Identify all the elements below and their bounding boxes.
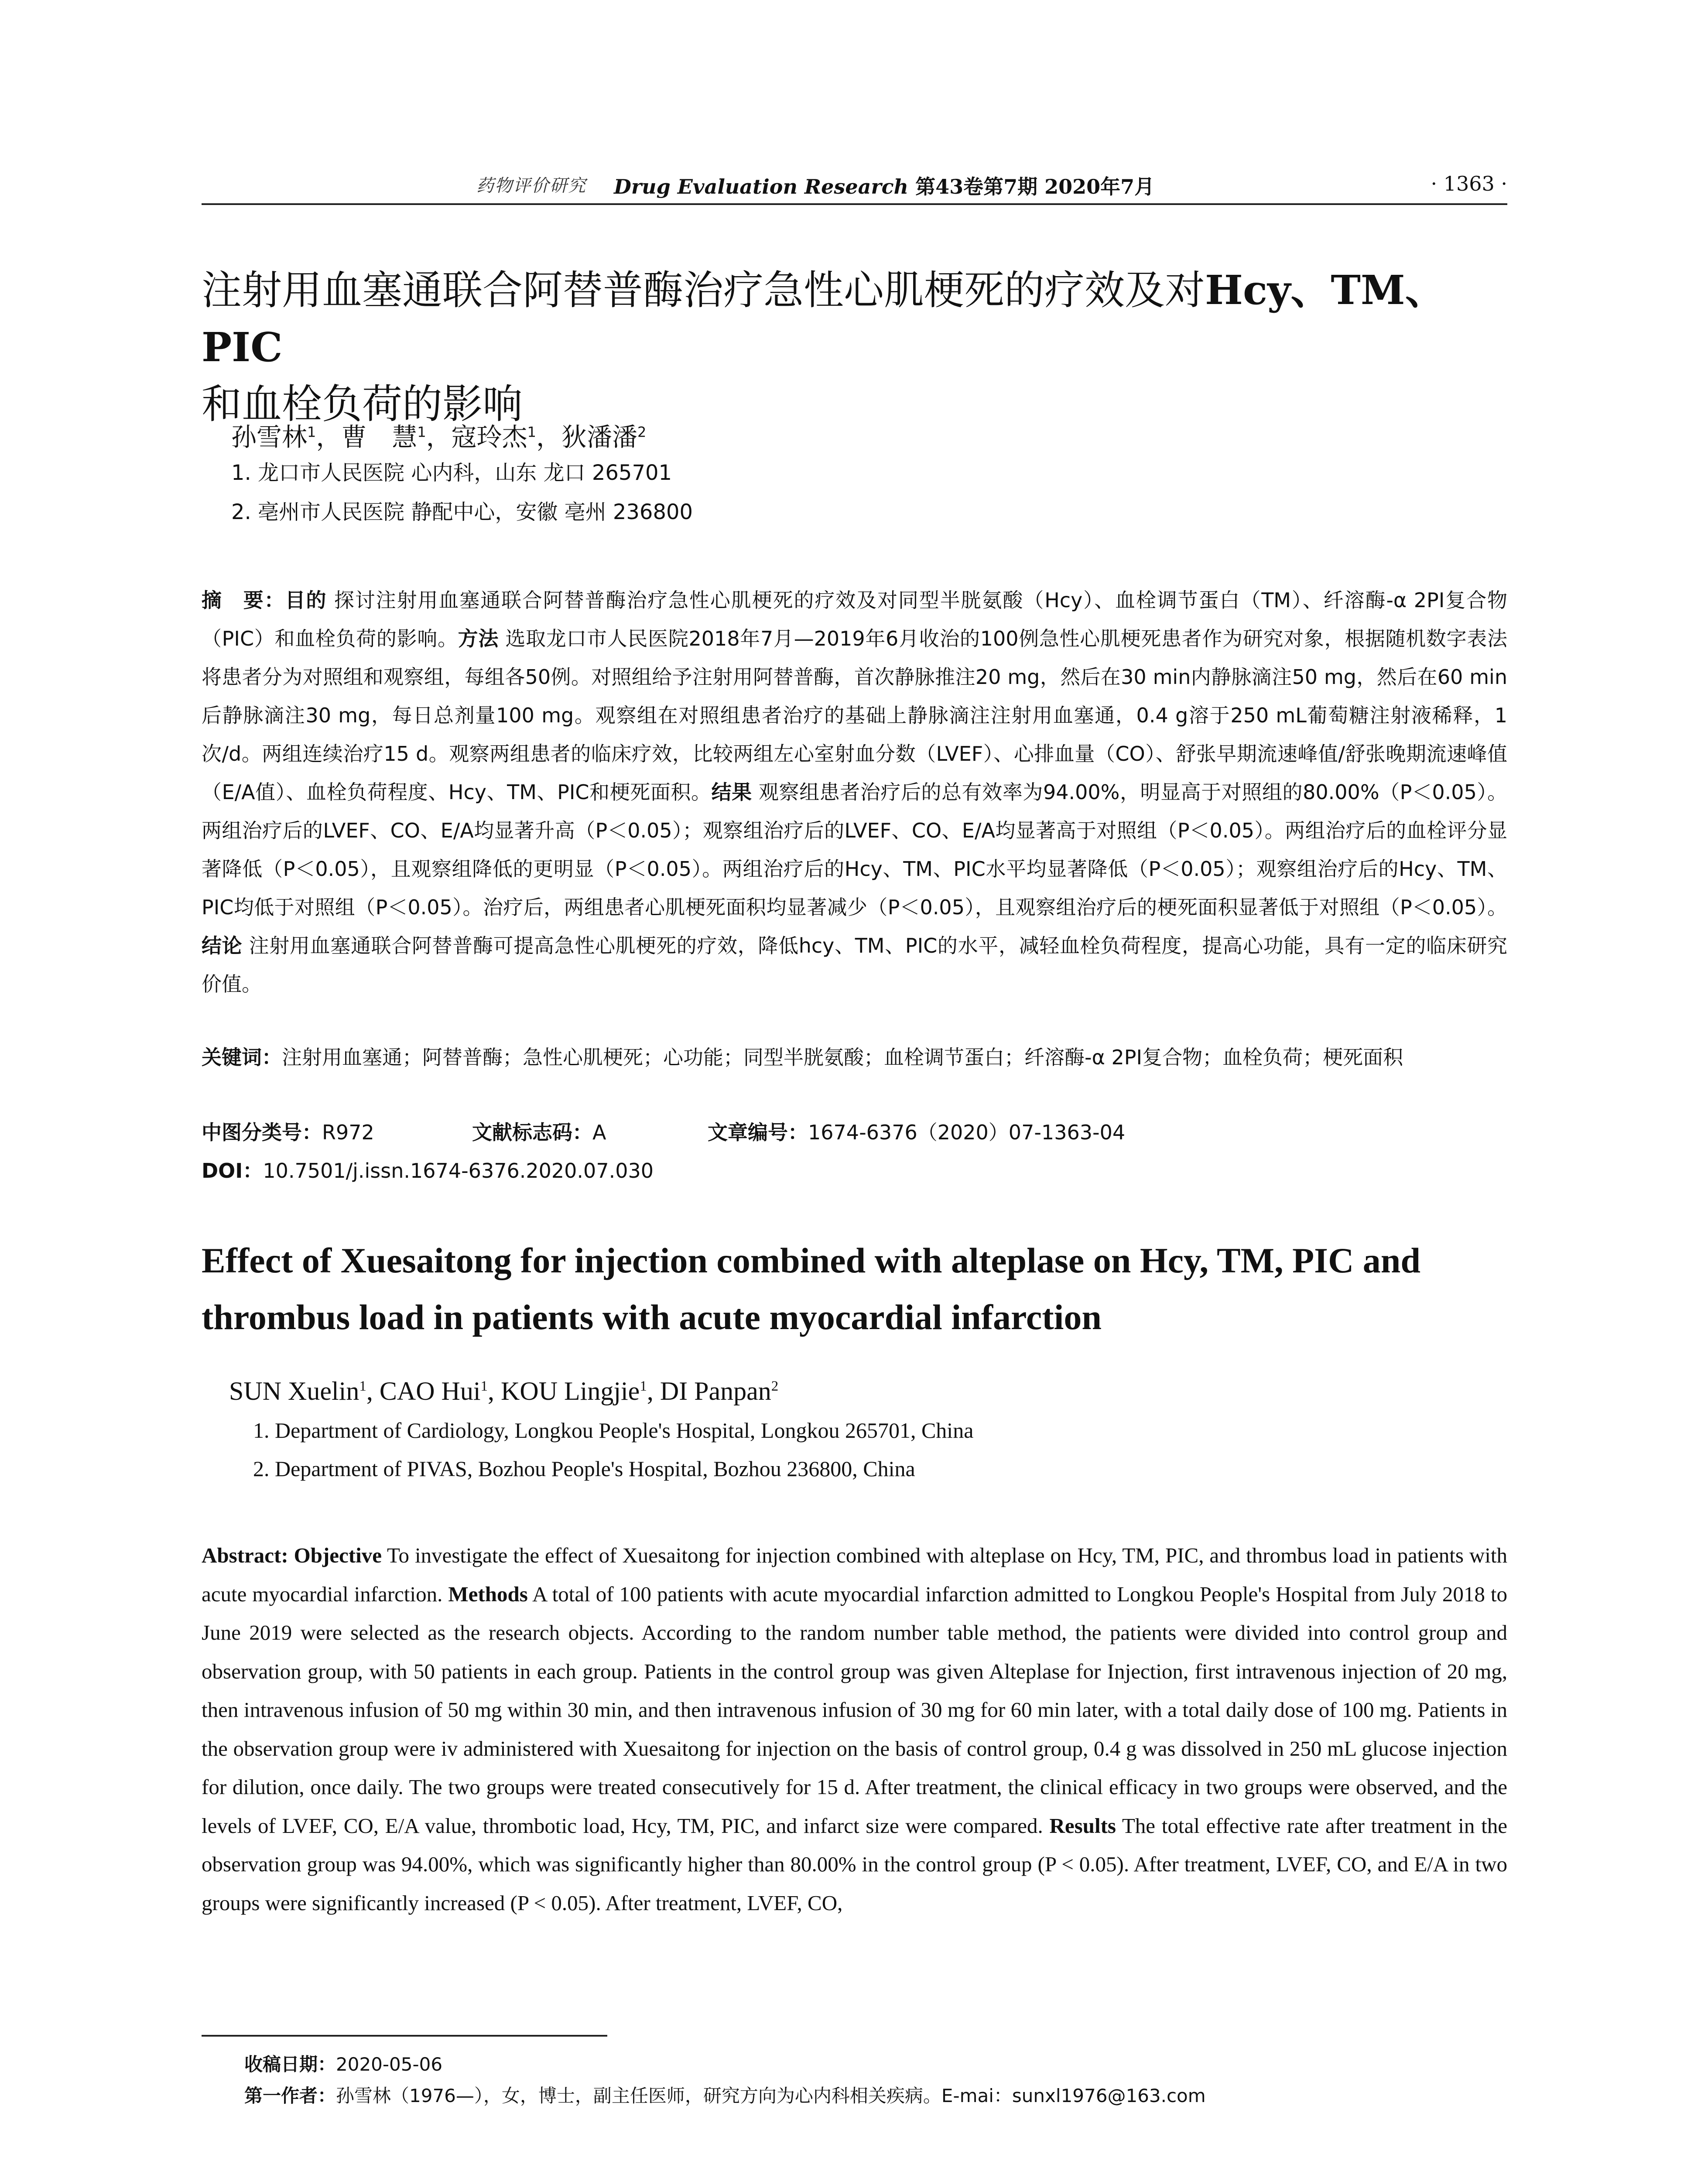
doi-link[interactable]: 10.7501/j.issn.1674-6376.2020.07.030 (263, 1159, 654, 1183)
objective-text: 探讨注射用血塞通联合阿替普酶治疗急性心肌梗死的疗效及对同型半胱氨酸（Hcy）、血栓调节蛋白（TM）、纤溶酶-α 2PI复合物（PIC）和血栓负荷的影响。 (202, 588, 1508, 650)
received-date: 收稿日期：2020-05-06 (244, 2054, 443, 2075)
results-en-text: The total effective rate after treatment in the observation group was 94.00%, which was significantly higher than 80.00% in the control group (P < 0.05). After treatment, LVEF, CO, and E/A in two groups were significantly increased (P < 0.05). After treatment, LVEF, CO, (202, 1813, 1508, 1915)
keywords-cn (202, 1038, 1507, 1077)
author-cn: 狄潘潘$^2$ (561, 422, 647, 452)
author-en: DI Panpan$^2$ (660, 1377, 779, 1405)
objective-label: 目的 (285, 588, 327, 612)
article-number: 文章编号：1674-6376（2020）07-1363-04 (708, 1121, 1126, 1144)
title-cn (202, 262, 1510, 433)
results-en-label: Results (1049, 1813, 1116, 1838)
first-author-note: 第一作者：孙雪林（1976—），女，博士，副主任医师，研究方向为心内科相关疾病。E-mai：sunxl1976@163.com (244, 2085, 1206, 2106)
methods-text: 选取龙口市人民医院2018年7月—2019年6月收治的100例急性心肌梗死患者作为研究对象，根据随机数字表法将患者分为对照组和观察组，每组各50例。对照组给予注射用阿替普酶，首次静脉推注20 mg，然后在30 min内静脉滴注50 mg，然后在60 min后静脉滴注30 mg，每日总剂量100 mg。观察组在对照组患者治疗的基础上静脉滴注注射用血塞通，0.4 g溶于250 mL葡萄糖注射液稀释，1次/d。两组连续治疗15 d。观察两组患者的临床疗效，比较两组左心室射血分数（LVEF）、心排血量（CO）、舒张早期流速峰值/舒张晚期流速峰值（E/A值）、血栓负荷程度、Hcy、TM、PIC和梗死面积。 (202, 627, 1507, 804)
objective-en-label: Objective (294, 1543, 382, 1567)
footnote-rule (202, 2035, 607, 2037)
keywords-text: 注射用血塞通；阿替普酶；急性心肌梗死；心功能；同型半胱氨酸；血栓调节蛋白；纤溶酶-α 2PI复合物；血栓负荷；梗死面积 (282, 1046, 1403, 1069)
methods-label: 方法 (458, 627, 499, 650)
abstract-cn (202, 581, 1507, 1003)
abstract-en-label: Abstract: (202, 1543, 288, 1567)
author-cn: 曹 慧$^1$ (341, 422, 426, 452)
page-number: · 1363 · (1431, 172, 1507, 195)
methods-en-text: A total of 100 patients with acute myocardial infarction admitted to Longkou People's Hospital from July 2018 to June 2019 were selected as the research objects. According to the random number table method, the patients were divided into control group and observation group, with 50 patients in each group. Patients in the control group was given Alteplase for Injection, first intravenous injection of 20 mg, then intravenous infusion of 50 mg within 30 min, and then intravenous infusion of 30 mg for 60 min later, with a total daily dose of 100 mg. Patients in the observation group were iv administered with Xuesaitong for injection on the basis of control group, 0.4 g was dissolved in 250 mL glucose injection for dilution, once daily. The two groups were treated consecutively for 15 d. After treatment, the clinical efficacy in two groups were observed, and the levels of LVEF, CO, E/A value, thrombotic load, Hcy, TM, PIC, and infarct size were compared. (202, 1582, 1508, 1838)
results-label: 结果 (711, 780, 752, 804)
author-cn: 寇玲杰$^1$ (451, 422, 536, 452)
title-en: Effect of Xuesaitong for injection combined with alteplase on Hcy, TM, PIC and thrombus load in patients with acute myocardial infarction (202, 1241, 1421, 1337)
author-en: CAO Hui$^1$ (379, 1377, 488, 1405)
conclusion-label: 结论 (202, 934, 243, 957)
methods-en-label: Methods (448, 1582, 528, 1606)
objective-en-text: To investigate the effect of Xuesaitong for injection combined with alteplase on Hcy, TM, PIC, and thrombus load in patients with acute myocardial infarction. (202, 1543, 1507, 1606)
conclusion-text: 注射用血塞通联合阿替普酶可提高急性心肌梗死的疗效，降低hcy、TM、PIC的水平，减轻血栓负荷程度，提高心功能，具有一定的临床研究价值。 (202, 934, 1507, 996)
authors-en: SUN Xuelin$^1$, CAO Hui$^1$, KOU Lingjie$^1$, DI Panpan$^2$ (229, 1377, 779, 1405)
affiliation-en: 2. Department of PIVAS, Bozhou People's Hospital, Bozhou 236800, China (253, 1456, 915, 1481)
document-code: 文献标志码：A (472, 1121, 606, 1144)
affiliation-en: 1. Department of Cardiology, Longkou People's Hospital, Longkou 265701, China (253, 1418, 974, 1443)
clc-number: 中图分类号：R972 (202, 1121, 374, 1144)
abstract-cn-label: 摘 要： (202, 588, 285, 612)
author-en: SUN Xuelin$^1$ (229, 1377, 366, 1405)
affiliation-cn: 2. 亳州市人民医院 静配中心，安徽 亳州 236800 (231, 500, 693, 524)
title-cn-part3: 和血栓负荷的影响 (202, 381, 523, 427)
journal-logo: 药物评价研究 (476, 176, 586, 196)
doi: DOI：10.7501/j.issn.1674-6376.2020.07.030 (202, 1159, 654, 1183)
results-text: 观察组患者治疗后的总有效率为94.00%，明显高于对照组的80.00%（P＜0.05）。两组治疗后的LVEF、CO、E/A均显著升高（P＜0.05）；观察组治疗后的LVEF、CO、E/A均显著高于对照组（P＜0.05）。两组治疗后的血栓评分显著降低（P＜0.05），且观察组降低的更明显（P＜0.05）。两组治疗后的Hcy、TM、PIC水平均显著降低（P＜0.05）；观察组治疗后的Hcy、TM、PIC均低于对照组（P＜0.05）。治疗后，两组患者心肌梗死面积均显著减少（P＜0.05），且观察组治疗后的梗死面积显著低于对照组（P＜0.05）。 (202, 780, 1507, 919)
authors-cn: 孙雪林$^1$，曹 慧$^1$，寇玲杰$^1$，狄潘潘$^2$ (231, 422, 647, 452)
keywords-label: 关键词： (202, 1046, 282, 1069)
author-cn: 孙雪林$^1$ (231, 422, 316, 452)
journal-name-en: Drug Evaluation Research (614, 175, 909, 198)
header-rule (202, 203, 1507, 205)
title-cn-part2: Hcy、TM、PIC (202, 267, 1445, 371)
title-cn-part1: 注射用血塞通联合阿替普酶治疗急性心肌梗死的疗效及对 (202, 267, 1205, 314)
running-header (202, 171, 1507, 202)
issue-info: 第43卷第7期 2020年7月 (915, 175, 1155, 198)
affiliation-cn: 1. 龙口市人民医院 心内科，山东 龙口 265701 (231, 461, 672, 485)
journal-info (614, 171, 1154, 200)
author-en: KOU Lingjie$^1$ (501, 1377, 647, 1405)
abstract-en (202, 1536, 1507, 1922)
